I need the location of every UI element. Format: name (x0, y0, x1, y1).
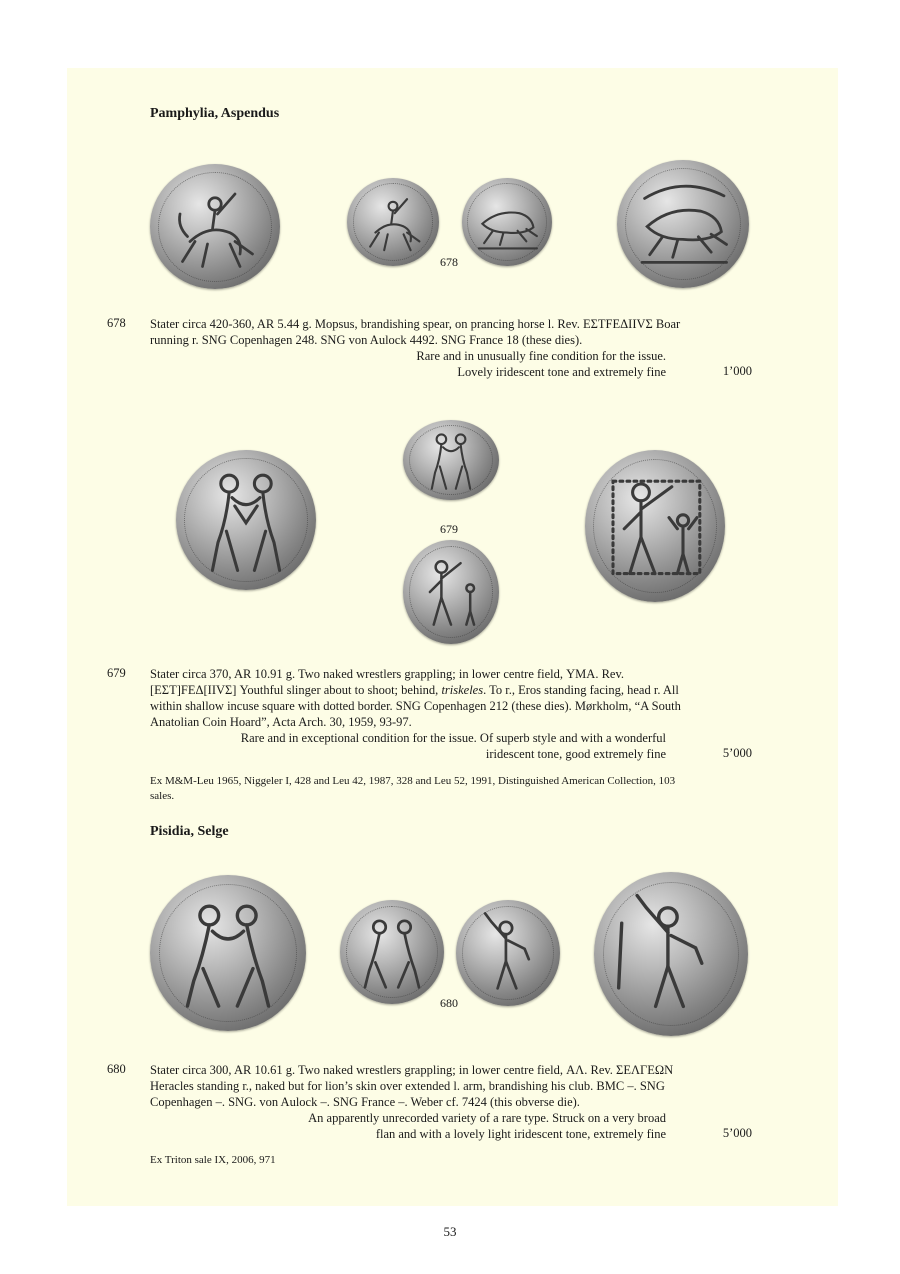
lot-description-680 (150, 1062, 752, 1110)
coin-678-obverse-large (150, 164, 280, 289)
lot-remark-line: Lovely iridescent tone and extremely fine (457, 365, 666, 379)
lot-provenance-line: Ex M&M-Leu 1965, Niggeler I, 428 and Leu 42, 1987, 328 and Leu 52, 1991, Distinguished American Collection, 103 (150, 775, 676, 787)
lot-price-678: 1’000 (722, 364, 752, 378)
lot-description-line: Stater circa 300, AR 10.61 g. Two naked wrestlers grappling; in lower centre field, ΑΛ. Rev. ΣΕΛΓΕΩΝ (150, 1063, 674, 1077)
figure-label-680: 680 (440, 996, 458, 1010)
section-title-pisidia: Pisidia, Selge (150, 824, 229, 839)
coin-678-reverse (462, 178, 552, 266)
lot-number-678: 678 (107, 316, 126, 330)
lot-description-line: [ΕΣΤ]FΕΔ[IIVΣ] Youthful slinger about to shoot; behind, triskeles. To r., Eros standing facing, head r. All (150, 683, 679, 697)
lot-provenance-line: sales. (150, 790, 175, 802)
coin-679-obverse (403, 420, 499, 500)
lot-number-680: 680 (107, 1062, 126, 1076)
lot-remark-679 (150, 730, 666, 762)
figure-label-678: 678 (440, 255, 458, 269)
coin-678-reverse-large (617, 160, 749, 288)
lot-remark-line: flan and with a lovely light iridescent tone, extremely fine (375, 1127, 666, 1141)
lot-description-678 (150, 316, 752, 348)
lot-description-line: Copenhagen –. SNG. von Aulock –. SNG France –. Weber cf. 7424 (this obverse die). (150, 1095, 580, 1109)
lot-provenance-line: Ex Triton sale IX, 2006, 971 (150, 1154, 276, 1166)
coin-680-reverse-large (594, 872, 748, 1036)
lot-remark-line: An apparently unrecorded variety of a rare type. Struck on a very broad (308, 1111, 666, 1125)
lot-remark-line: iridescent tone, good extremely fine (485, 747, 666, 761)
lot-remark-line: Rare and in exceptional condition for the issue. Of superb style and with a wonderful (240, 731, 666, 745)
lot-number-679: 679 (107, 666, 126, 680)
lot-description-line: Heracles standing r., naked but for lion’s skin over extended l. arm, brandishing his club. BMC –. SNG (150, 1079, 665, 1093)
lot-provenance-680 (150, 1153, 752, 1168)
coin-678-obverse (347, 178, 439, 266)
lot-description-line: running r. SNG Copenhagen 248. SNG von Aulock 4492. SNG France 18 (these dies). (150, 333, 583, 347)
lot-description-line: Stater circa 370, AR 10.91 g. Two naked wrestlers grappling; in lower centre field, ΥΜΑ. Rev. (150, 667, 625, 681)
lot-price-680: 5’000 (722, 1126, 752, 1140)
coin-679-reverse-large (585, 450, 725, 602)
section-title-pamphylia: Pamphylia, Aspendus (150, 106, 280, 121)
lot-description-line: within shallow incuse square with dotted border. SNG Copenhagen 212 (these dies). Mørkholm, “A South (150, 699, 681, 713)
lot-description-line: Anatolian Coin Hoard”, Acta Arch. 30, 1959, 93-97. (150, 715, 412, 729)
figure-label-679: 679 (440, 522, 458, 536)
lot-remark-680 (150, 1110, 666, 1142)
lot-remark-678 (300, 348, 666, 380)
lot-price-679: 5’000 (722, 746, 752, 760)
lot-provenance-679 (150, 774, 752, 804)
page-number: 53 (443, 1224, 457, 1239)
lot-description-679 (150, 666, 752, 730)
coin-680-obverse-large (150, 875, 306, 1031)
coin-679-obverse-large (176, 450, 316, 590)
coin-680-reverse (456, 900, 560, 1006)
coin-680-obverse (340, 900, 444, 1004)
lot-remark-line: Rare and in unusually fine condition for the issue. (416, 349, 666, 363)
lot-description-line: Stater circa 420-360, AR 5.44 g. Mopsus, brandishing spear, on prancing horse l. Rev. ΕΣΤFΕΔIIVΣ Boar (150, 317, 681, 331)
coin-679-reverse (403, 540, 499, 644)
